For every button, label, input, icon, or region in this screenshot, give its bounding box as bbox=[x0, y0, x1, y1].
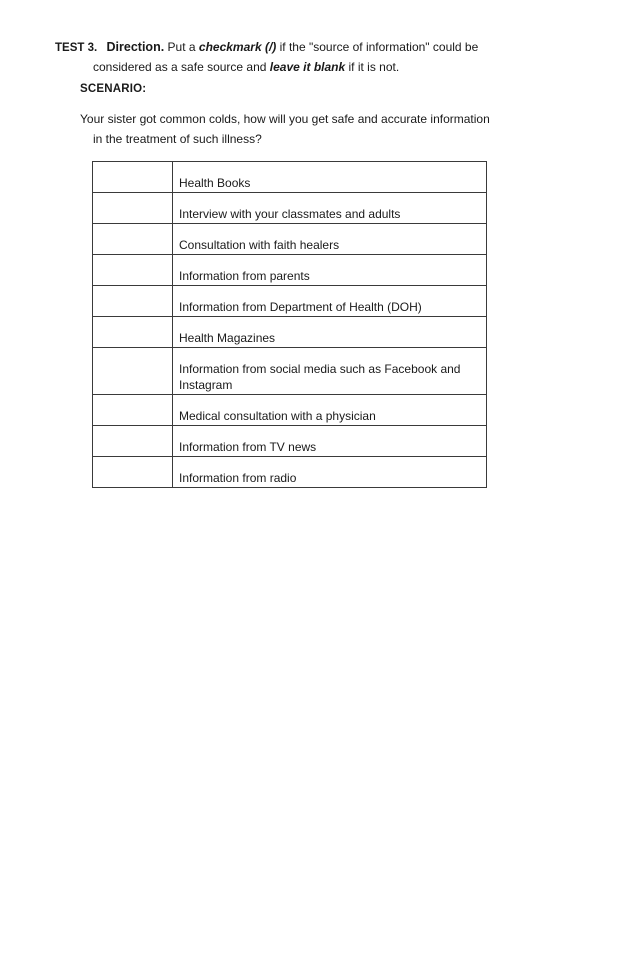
direction-text-2: if the "source of information" could be bbox=[279, 40, 479, 54]
direction-text-3: considered as a safe source and bbox=[93, 60, 267, 74]
source-label: Interview with your classmates and adults bbox=[173, 193, 487, 224]
table-row bbox=[93, 426, 487, 457]
sources-table bbox=[92, 161, 487, 488]
direction-line-2 bbox=[55, 58, 525, 77]
checkmark-cell[interactable] bbox=[93, 426, 173, 457]
source-label: Information from social media such as Facebook and Instagram bbox=[173, 348, 487, 395]
scenario-line-2: in the treatment of such illness? bbox=[93, 132, 262, 146]
scenario-line-1: Your sister got common colds, how will you get safe and accurate information bbox=[80, 112, 490, 126]
direction-label: Direction. bbox=[106, 40, 165, 54]
checkmark-cell[interactable] bbox=[93, 162, 173, 193]
table-row bbox=[93, 286, 487, 317]
test-number: TEST 3. bbox=[55, 42, 98, 54]
checkmark-cell[interactable] bbox=[93, 224, 173, 255]
checkmark-cell[interactable] bbox=[93, 395, 173, 426]
table-row bbox=[93, 457, 487, 488]
source-label: Medical consultation with a physician bbox=[173, 395, 487, 426]
checkmark-phrase: checkmark bbox=[198, 40, 262, 54]
source-label: Information from TV news bbox=[173, 426, 487, 457]
table-row bbox=[93, 193, 487, 224]
direction-line-1 bbox=[55, 38, 525, 58]
source-label: Information from parents bbox=[173, 255, 487, 286]
test-direction bbox=[55, 38, 525, 77]
source-label: Health Books bbox=[173, 162, 487, 193]
scenario-heading: SCENARIO: bbox=[80, 83, 147, 95]
table-row bbox=[93, 224, 487, 255]
checkmark-cell[interactable] bbox=[93, 255, 173, 286]
blank-phrase: leave it blank bbox=[269, 60, 346, 74]
checkmark-cell[interactable] bbox=[93, 457, 173, 488]
direction-text-1: Put a bbox=[167, 40, 196, 54]
checkmark-cell[interactable] bbox=[93, 193, 173, 224]
table-row bbox=[93, 162, 487, 193]
source-label: Consultation with faith healers bbox=[173, 224, 487, 255]
table-row bbox=[93, 395, 487, 426]
table-row bbox=[93, 348, 487, 395]
direction-text-4: if it is not. bbox=[348, 60, 400, 74]
scenario-question bbox=[80, 109, 530, 149]
checkmark-cell[interactable] bbox=[93, 286, 173, 317]
checkmark-cell[interactable] bbox=[93, 348, 173, 395]
table-row bbox=[93, 255, 487, 286]
source-label: Information from radio bbox=[173, 457, 487, 488]
source-label: Information from Department of Health (DOH) bbox=[173, 286, 487, 317]
source-label: Health Magazines bbox=[173, 317, 487, 348]
checkmark-cell[interactable] bbox=[93, 317, 173, 348]
checkmark-symbol: (/) bbox=[264, 40, 277, 54]
table-row bbox=[93, 317, 487, 348]
